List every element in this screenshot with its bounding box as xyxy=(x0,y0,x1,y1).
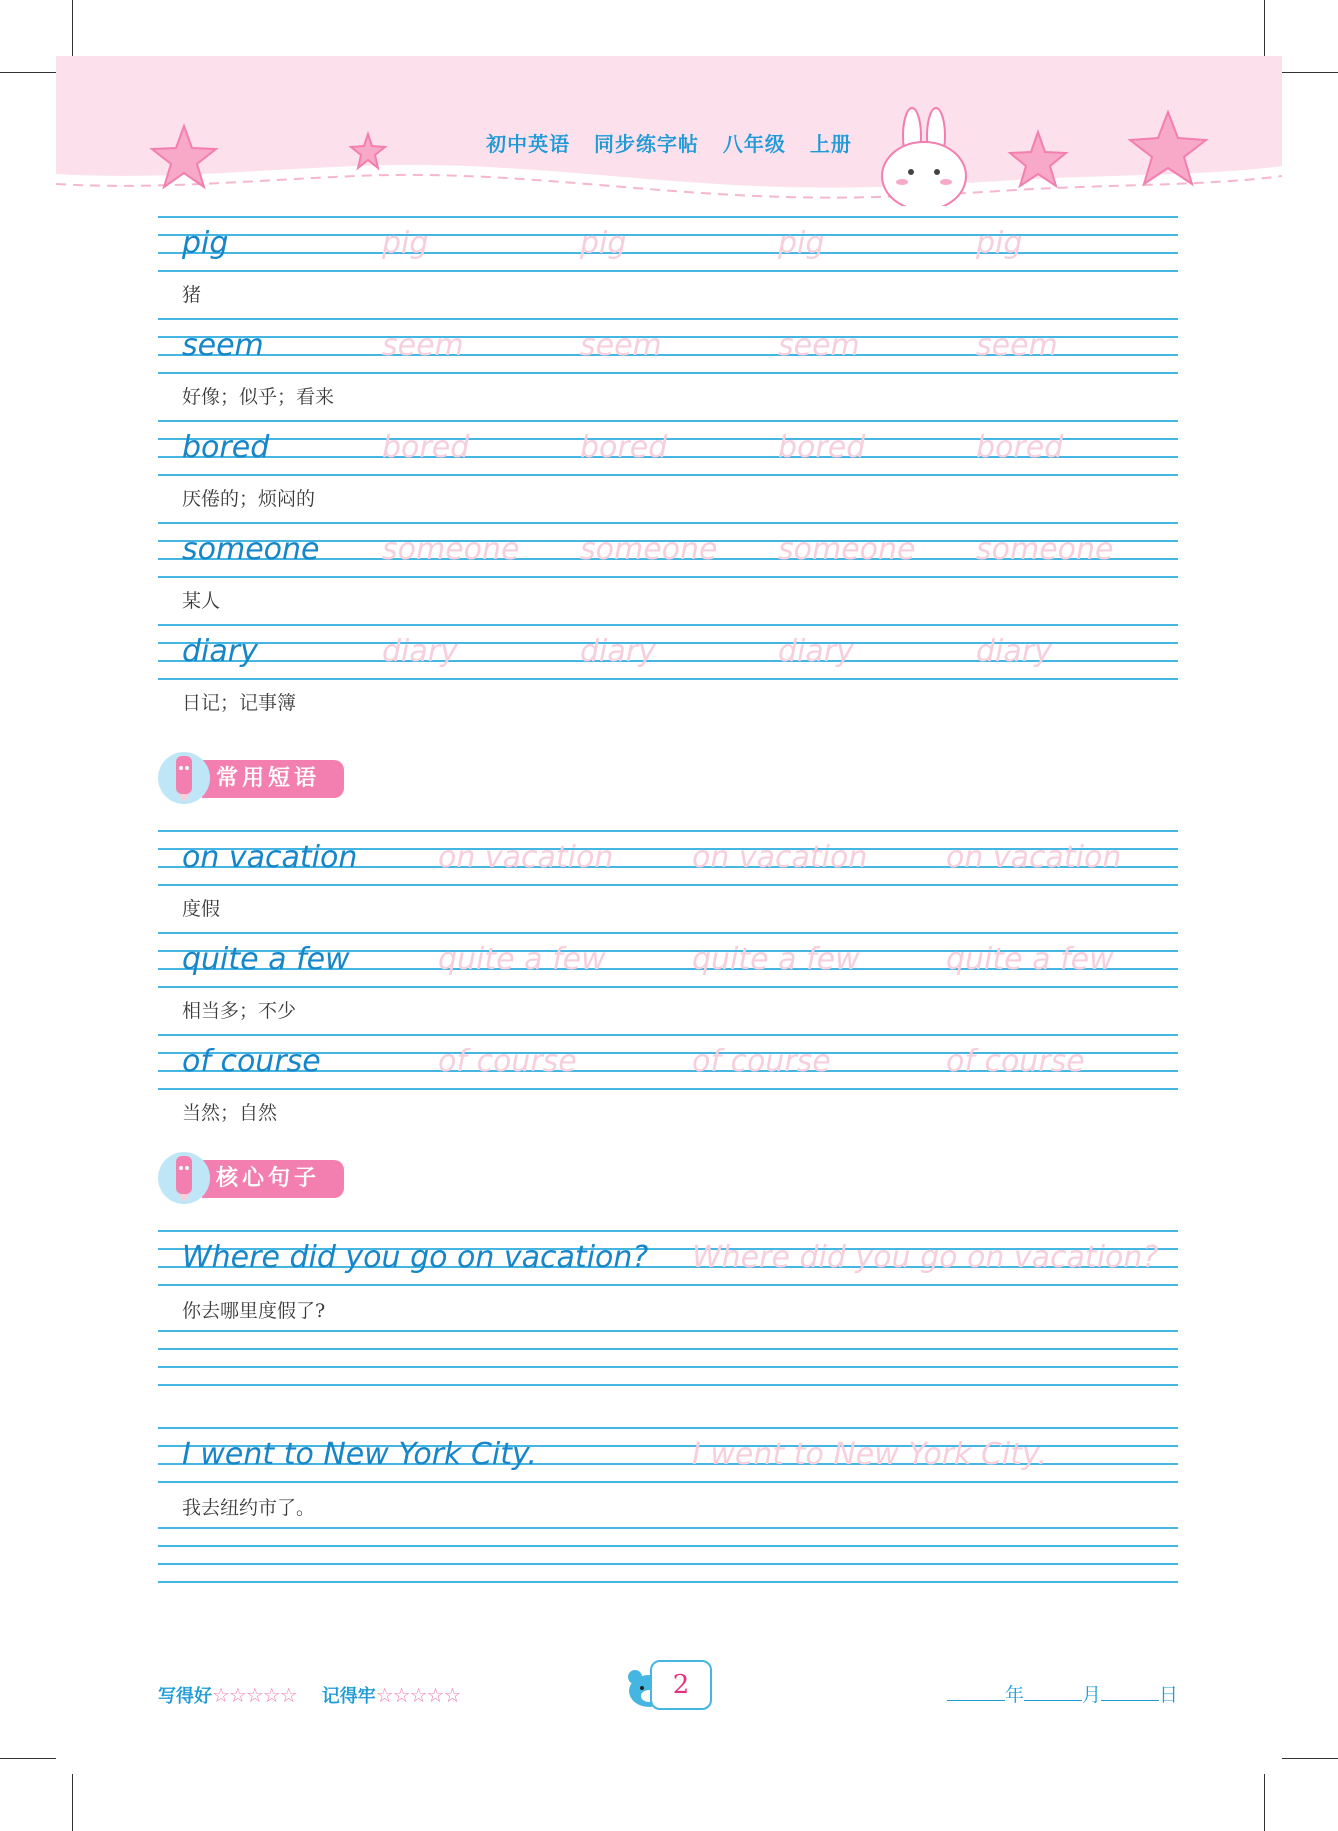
remember-label: 记得牢 xyxy=(321,1686,376,1707)
guide-line xyxy=(158,1527,1178,1529)
phrase-word: quite a few xyxy=(182,942,350,977)
vocab-row xyxy=(158,624,1178,680)
writing-lines xyxy=(158,1527,1178,1583)
trace-vocab[interactable]: bored xyxy=(382,430,470,465)
guide-line xyxy=(158,1545,1178,1547)
crop-mark xyxy=(1264,0,1265,56)
page-number-text: 2 xyxy=(672,1670,690,1700)
trace-vocab[interactable]: pig xyxy=(580,226,627,261)
guide-line xyxy=(158,474,1178,476)
vocab-row xyxy=(158,420,1178,476)
vocab-word: someone xyxy=(182,532,320,567)
writing-lines xyxy=(158,1330,1178,1386)
year-blank[interactable] xyxy=(947,1682,1005,1701)
section-title-sentences: 核心句子 xyxy=(216,1166,321,1191)
day-blank[interactable] xyxy=(1101,1682,1159,1701)
writing-lines xyxy=(158,216,1178,272)
month-label: 月 xyxy=(1081,1684,1101,1706)
trace-vocab[interactable]: bored xyxy=(580,430,668,465)
vocab-word: diary xyxy=(182,634,258,669)
guide-line xyxy=(158,884,1178,886)
trace-vocab[interactable]: diary xyxy=(382,634,458,669)
crop-mark xyxy=(0,1758,56,1759)
guide-line xyxy=(158,1481,1178,1483)
guide-line xyxy=(158,1088,1178,1090)
crop-mark xyxy=(1282,72,1338,73)
guide-line xyxy=(158,216,1178,218)
phrase-row xyxy=(158,830,1178,886)
guide-line xyxy=(158,576,1178,578)
guide-line xyxy=(158,1581,1178,1583)
trace-sentence[interactable]: I went to New York City. xyxy=(692,1437,1047,1472)
trace-phrase[interactable]: on vacation xyxy=(438,840,614,875)
vocab-row xyxy=(158,318,1178,374)
sentence-meaning: 你去哪里度假了? xyxy=(182,1300,326,1322)
trace-vocab[interactable]: someone xyxy=(778,532,916,567)
trace-phrase[interactable]: of course xyxy=(438,1044,577,1079)
guide-line xyxy=(158,1384,1178,1386)
date-fields xyxy=(947,1680,1178,1707)
phrase-row xyxy=(158,1034,1178,1090)
write-label: 写得好 xyxy=(158,1686,212,1707)
sentence-row xyxy=(158,1230,1178,1286)
trace-vocab[interactable]: seem xyxy=(580,328,662,363)
vocab-meaning: 好像；似乎；看来 xyxy=(182,386,335,408)
guide-line xyxy=(158,1348,1178,1350)
guide-line xyxy=(158,986,1178,988)
trace-vocab[interactable]: bored xyxy=(778,430,866,465)
star-rating-write[interactable]: ☆☆☆☆☆ xyxy=(212,1683,297,1707)
trace-sentence[interactable]: Where did you go on vacation? xyxy=(692,1240,1159,1275)
phrase-meaning: 相当多；不少 xyxy=(182,1000,297,1022)
vocab-meaning: 猪 xyxy=(182,284,202,306)
pencil-mascot-icon xyxy=(158,752,210,804)
vocab-row xyxy=(158,522,1178,578)
guide-line xyxy=(158,372,1178,374)
sentence-text: Where did you go on vacation? xyxy=(182,1240,649,1275)
trace-vocab[interactable]: someone xyxy=(382,532,520,567)
phrase-word: of course xyxy=(182,1044,321,1079)
blank-practice-row[interactable] xyxy=(158,1527,1178,1583)
phrase-row xyxy=(158,932,1178,988)
trace-vocab[interactable]: diary xyxy=(778,634,854,669)
pencil-mascot-icon xyxy=(158,1152,210,1204)
trace-vocab[interactable]: bored xyxy=(976,430,1064,465)
phrase-meaning: 度假 xyxy=(182,898,221,920)
phrase-word: on vacation xyxy=(182,840,358,875)
guide-line xyxy=(158,1563,1178,1565)
guide-line xyxy=(158,1366,1178,1368)
month-blank[interactable] xyxy=(1024,1682,1082,1701)
year-label: 年 xyxy=(1004,1684,1024,1706)
trace-vocab[interactable]: seem xyxy=(976,328,1058,363)
page-number xyxy=(650,1660,712,1710)
day-label: 日 xyxy=(1158,1684,1178,1706)
guide-line xyxy=(158,270,1178,272)
sentence-row xyxy=(158,1427,1178,1483)
trace-phrase[interactable]: on vacation xyxy=(692,840,868,875)
crop-mark xyxy=(0,72,56,73)
vocab-word: pig xyxy=(182,226,229,261)
vocab-meaning: 某人 xyxy=(182,590,221,612)
guide-line xyxy=(158,252,1178,254)
trace-phrase[interactable]: quite a few xyxy=(692,942,860,977)
guide-line xyxy=(158,678,1178,680)
trace-phrase[interactable]: of course xyxy=(946,1044,1085,1079)
trace-vocab[interactable]: pig xyxy=(382,226,429,261)
sentence-text: I went to New York City. xyxy=(182,1437,537,1472)
sentence-meaning: 我去纽约市了。 xyxy=(182,1497,316,1519)
trace-vocab[interactable]: someone xyxy=(976,532,1114,567)
crop-mark xyxy=(72,1774,73,1831)
trace-vocab[interactable]: pig xyxy=(778,226,825,261)
trace-vocab[interactable]: seem xyxy=(382,328,464,363)
trace-phrase[interactable]: on vacation xyxy=(946,840,1122,875)
star-rating-remember[interactable]: ☆☆☆☆☆ xyxy=(375,1683,461,1707)
guide-line xyxy=(158,234,1178,236)
vocab-row xyxy=(158,216,1178,272)
section-title-phrases: 常用短语 xyxy=(216,766,321,791)
trace-vocab[interactable]: seem xyxy=(778,328,860,363)
trace-vocab[interactable]: diary xyxy=(580,634,656,669)
footer-rating xyxy=(158,1682,460,1708)
guide-line xyxy=(158,1284,1178,1286)
crop-mark xyxy=(1264,1774,1265,1831)
blank-practice-row[interactable] xyxy=(158,1330,1178,1386)
trace-phrase[interactable]: of course xyxy=(692,1044,831,1079)
vocab-meaning: 厌倦的；烦闷的 xyxy=(182,488,316,510)
trace-vocab[interactable]: pig xyxy=(976,226,1023,261)
crop-mark xyxy=(72,0,73,56)
trace-vocab[interactable]: someone xyxy=(580,532,718,567)
vocab-word: bored xyxy=(182,430,270,465)
trace-phrase[interactable]: quite a few xyxy=(438,942,606,977)
vocab-meaning: 日记；记事簿 xyxy=(182,692,297,714)
vocab-word: seem xyxy=(182,328,264,363)
trace-vocab[interactable]: diary xyxy=(976,634,1052,669)
trace-phrase[interactable]: quite a few xyxy=(946,942,1114,977)
crop-mark xyxy=(1282,1758,1338,1759)
guide-line xyxy=(158,1330,1178,1332)
header-title: 初中英语 同步练字帖 八年级 上册 xyxy=(486,132,852,156)
phrase-meaning: 当然；自然 xyxy=(182,1102,278,1124)
